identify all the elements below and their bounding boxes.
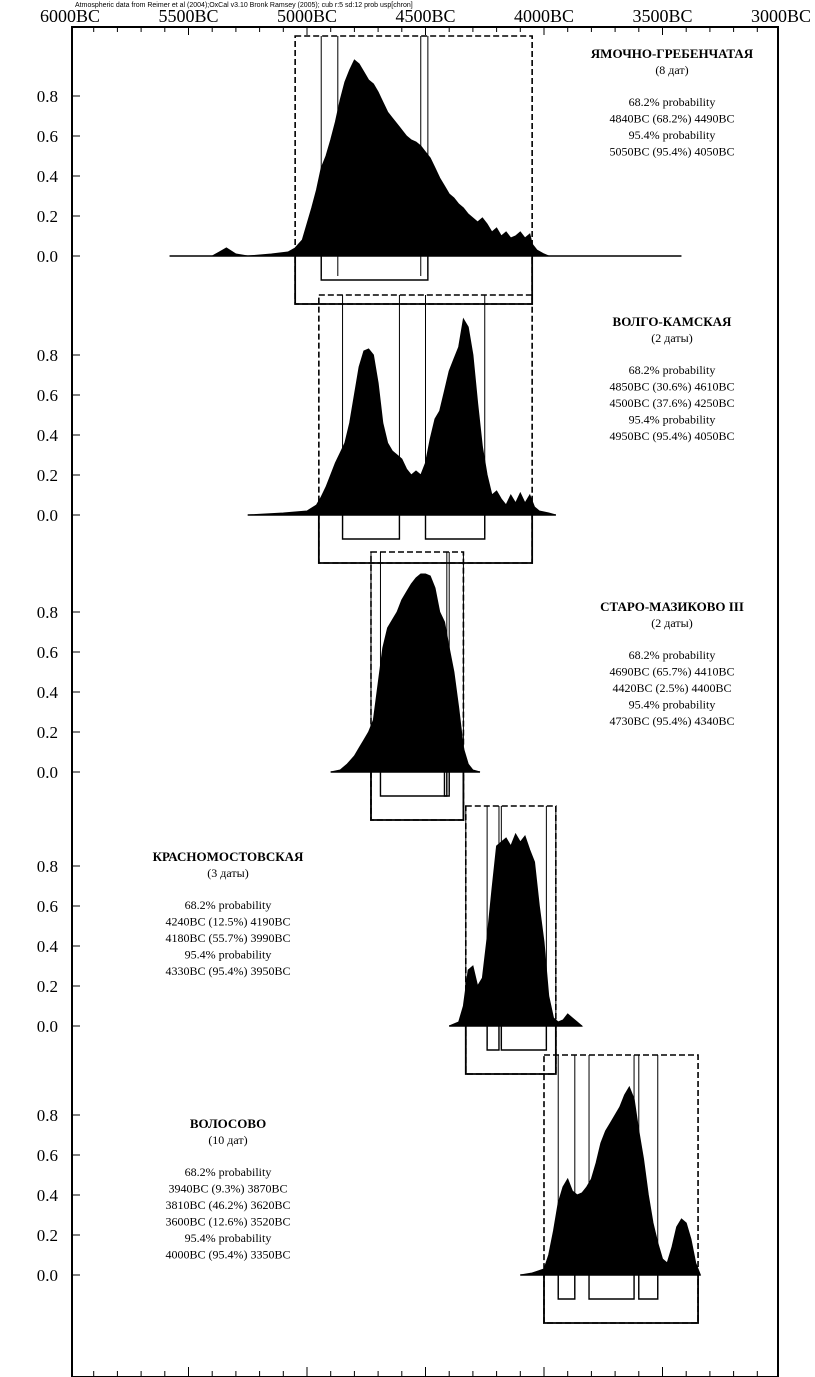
panel-stat-line: 4850BC (30.6%) 4610BC [609,379,735,394]
y-tick-label: 0.2 [36,207,58,226]
y-tick-label: 0.0 [36,1266,58,1285]
panel-stat-line: 4000BC (95.4%) 3350BC [165,1247,291,1262]
y-tick-label: 0.0 [36,247,58,266]
panel-stat-line: 4240BC (12.5%) 4190BC [165,914,291,929]
y-tick-label: 0.6 [36,1146,58,1165]
panel-subtitle: (2 даты) [651,616,693,630]
x-tick-label: 6000BC [39,6,101,26]
density-area [331,574,480,772]
panel-stat-line: 68.2% probability [184,898,272,912]
y-tick-label: 0.8 [36,603,58,622]
panel-stat-line: 68.2% probability [184,1165,272,1179]
x-tick-label: 4500BC [395,6,456,26]
panel-stat-line: 4840BC (68.2%) 4490BC [609,111,735,126]
panel-stat-line: 4420BC (2.5%) 4400BC [612,681,732,695]
panel-stat-line: 95.4% probability [628,697,716,712]
panel-stat-line: 95.4% probability [184,1231,272,1245]
y-tick-label: 0.2 [36,977,58,996]
range-68-bracket [380,772,446,796]
panel-title: ВОЛГО-КАМСКАЯ [612,314,732,329]
range-68-bracket [426,515,485,539]
x-tick-label: 5000BC [276,6,338,26]
x-tick-label: 5500BC [158,6,219,26]
y-tick-label: 0.6 [36,386,58,405]
density-area [449,834,582,1026]
y-tick-label: 0.4 [36,683,58,702]
header-note: Atmospheric data from Reimer et al (2004);OxCal v3.10 Bronk Ramsey (2005); cub r:5 sd:12 prob usp[chron] [75,2,413,9]
y-tick-label: 0.0 [36,506,58,525]
panel-title: ВОЛОСОВО [189,1116,267,1131]
panel-stat-line: 4500BC (37.6%) 4250BC [609,396,735,410]
panel-1 [37,36,754,304]
panel-stat-line: 3810BC (46.2%) 3620BC [165,1198,291,1212]
range-68-bracket [639,1275,658,1299]
panel-subtitle: (2 даты) [651,331,693,345]
y-tick-label: 0.6 [36,643,58,662]
panel-stat-line: 4730BC (95.4%) 4340BC [609,714,735,728]
panel-stat-line: 68.2% probability [628,648,716,662]
range-68-bracket [487,1026,499,1050]
panel-stat-line: 4330BC (95.4%) 3950BC [165,964,291,978]
panel-3 [37,552,744,820]
x-tick-label: 3000BC [750,6,812,26]
panel-2 [37,295,735,563]
panel-title: КРАСНОМОСТОВСКАЯ [152,849,304,864]
y-tick-label: 0.2 [36,1226,58,1245]
y-tick-label: 0.4 [36,1186,58,1205]
y-tick-label: 0.8 [36,857,58,876]
panel-subtitle: (10 дат) [208,1133,248,1147]
panel-title: ЯМОЧНО-ГРЕБЕНЧАТАЯ [590,46,754,61]
density-area [212,60,549,256]
range-68-bracket [589,1275,634,1299]
y-tick-label: 0.4 [36,937,58,956]
x-tick-label: 4000BC [513,6,575,26]
range-68-bracket [558,1275,575,1299]
panel-5 [37,1055,701,1323]
density-area [248,319,556,515]
range-68-bracket [501,1026,546,1050]
y-tick-label: 0.8 [36,87,58,106]
panel-stat-line: 3940BC (9.3%) 3870BC [168,1181,288,1196]
panel-stat-line: 68.2% probability [628,95,716,109]
y-tick-label: 0.6 [36,897,58,916]
y-tick-label: 0.2 [36,466,58,485]
panel-stat-line: 3600BC (12.6%) 3520BC [165,1214,291,1229]
range-68-bracket [321,256,428,280]
panel-stat-line: 4180BC (55.7%) 3990BC [165,931,291,945]
range-68-bracket [343,515,400,539]
panel-subtitle: (8 дат) [655,63,689,77]
x-tick-label: 3500BC [632,6,693,26]
y-tick-label: 0.4 [36,426,58,445]
panel-stat-line: 4690BC (65.7%) 4410BC [609,664,735,679]
panel-stat-line: 68.2% probability [628,363,716,377]
panel-4 [37,806,582,1074]
panel-stat-line: 95.4% probability [628,128,716,142]
panel-stat-line: 4950BC (95.4%) 4050BC [609,429,735,443]
y-tick-label: 0.8 [36,1106,58,1125]
panel-stat-line: 95.4% probability [184,947,272,962]
y-tick-label: 0.6 [36,127,58,146]
y-tick-label: 0.0 [36,1017,58,1036]
panel-title: СТАРО-МАЗИКОВО III [600,599,744,614]
y-tick-label: 0.0 [36,763,58,782]
panel-subtitle: (3 даты) [207,866,249,880]
panel-stat-line: 5050BC (95.4%) 4050BC [609,144,735,159]
y-tick-label: 0.2 [36,723,58,742]
density-area [520,1087,700,1275]
panel-stat-line: 95.4% probability [628,412,716,427]
y-tick-label: 0.4 [36,167,58,186]
y-tick-label: 0.8 [36,346,58,365]
